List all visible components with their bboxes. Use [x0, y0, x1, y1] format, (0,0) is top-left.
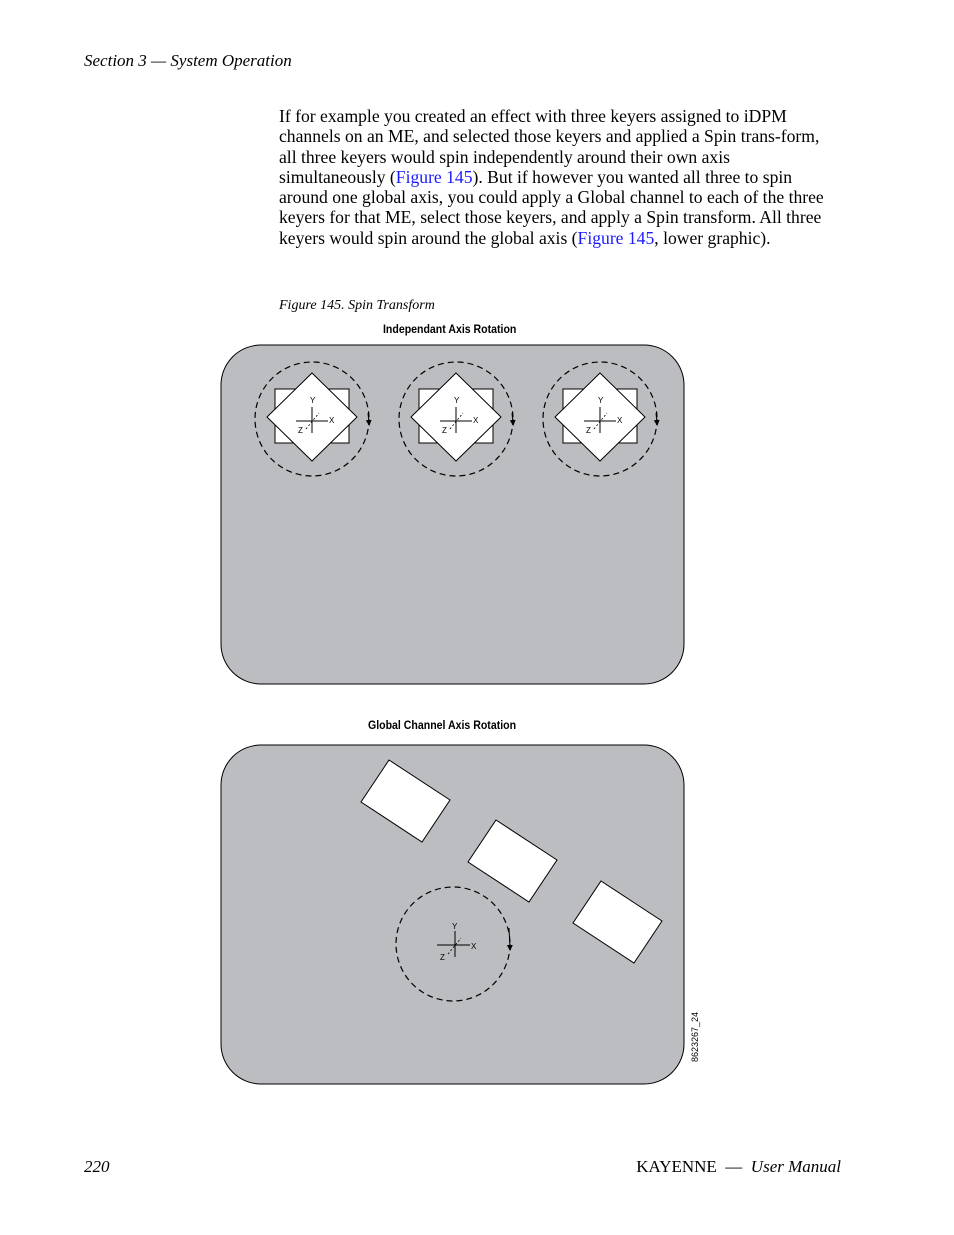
global-z-label: Z	[440, 953, 445, 962]
section-header: Section 3 — System Operation	[84, 51, 292, 70]
body-text-part1: If for example you created an effect with three keyers assigned to iDPM channels on an ME, and selected those keyers and applied a Spin trans-form, all three keyers would spin independently around their own axis simultaneously (	[279, 106, 820, 187]
global-axis-label: Global Channel Axis Rotation	[368, 718, 517, 732]
figure-145-link-2[interactable]: Figure 145	[577, 227, 655, 248]
independent-axis-label: Independant Axis Rotation	[383, 322, 517, 336]
global-x-label: X	[471, 942, 477, 951]
keyer-3-y-label: Y	[598, 396, 604, 405]
body-text-part2: ). But if however you wanted all three to spin around one global axis, you could apply a Global channel to each of the three keyers for that ME, select those keyers, and apply a Spin transform. All three keyers would spin around the global axis (	[279, 166, 824, 248]
figure-145-link-1[interactable]: Figure 145	[395, 166, 473, 187]
keyer-3-z-label: Z	[586, 426, 591, 435]
keyer-2-x-label: X	[473, 416, 479, 425]
keyer-1-y-label: Y	[310, 396, 316, 405]
body-text-part3: , lower graphic).	[654, 227, 771, 248]
figure-caption: Figure 145. Spin Transform	[279, 298, 435, 313]
keyer-2-z-label: Z	[442, 426, 447, 435]
keyer-3-x-label: X	[617, 416, 623, 425]
independent-keyer-3	[543, 362, 657, 476]
keyer-2-y-label: Y	[454, 396, 460, 405]
keyer-1-z-label: Z	[298, 426, 303, 435]
footer-separator: —	[725, 1157, 743, 1176]
global-y-label: Y	[452, 922, 458, 931]
independent-keyer-1	[255, 362, 369, 476]
footer-product: KAYENNE	[636, 1157, 717, 1176]
keyer-1-x-label: X	[329, 416, 335, 425]
page-number: 220	[84, 1157, 110, 1176]
footer-title	[636, 1157, 841, 1177]
independent-keyer-2	[399, 362, 513, 476]
figure-id: 8623267_24	[690, 1011, 700, 1062]
footer-manual: User Manual	[750, 1157, 841, 1176]
